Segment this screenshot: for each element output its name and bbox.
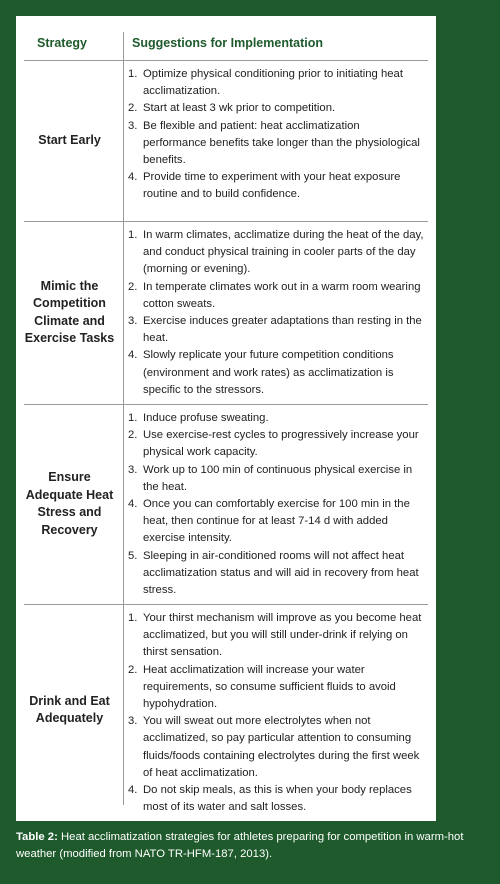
suggestion-list-drink-eat (128, 610, 426, 816)
list-item: 1. Induce profuse sweating. (128, 412, 269, 424)
list-item: 4. Once you can comfortably exercise for 100 min in the heat, then continue for at least 7-14 d with added exercise intensity. (128, 498, 410, 545)
suggestion-list-mimic-competition (128, 227, 426, 399)
list-item: 2. Start at least 3 wk prior to competition. (128, 102, 336, 115)
list-item: 3. You will sweat out more electrolytes when not acclimatized, so pay particular attention to consuming fluids/foods containing electrolytes during the first week of heat acclimatization. (128, 715, 420, 779)
list-item: 3. Be flexible and patient: heat acclimatization performance benefits take longer than the physiological benefits. (128, 119, 420, 167)
column-header-suggestions: Suggestions for Implementation (132, 36, 323, 50)
list-item: 4. Do not skip meals, as this is when your body replaces most of its water and salt losses. (128, 784, 412, 814)
list-item: 1. Your thirst mechanism will improve as you become heat acclimatized, but you will still under-drink if relying on thirst sensation. (128, 612, 422, 659)
strategy-cell-heat-stress-recovery: Ensure Adequate Heat Stress and Recovery (25, 470, 114, 537)
list-item: 5. Sleeping in air-conditioned rooms will not affect heat acclimatization status and will aid in recovery from heat stress. (128, 549, 419, 597)
list-item: 2. Heat acclimatization will increase your water requirements, so consume sufficient fluids to avoid hypohydration. (128, 663, 396, 711)
strategy-cell-drink-eat: Drink and Eat Adequately (29, 693, 110, 725)
suggestion-list-heat-stress-recovery (128, 410, 426, 599)
list-item: 4. Provide time to experiment with your heat exposure routine and to build confidence. (128, 171, 401, 201)
caption-text: Heat acclimatization strategies for athletes preparing for competition in warm-hot weather (modified from NATO TR-HFM-187, 2013). (16, 831, 464, 860)
column-header-strategy: Strategy (36, 36, 88, 50)
list-item: 2. Use exercise-rest cycles to progressively increase your physical work capacity. (128, 429, 419, 459)
list-item: 4. Slowly replicate your future competition conditions (environment and work rates) as acclimatization is specific to the stressors. (128, 349, 394, 396)
strategy-cell-start-early: Start Early (38, 132, 101, 147)
list-item: 3. Exercise induces greater adaptations than resting in the heat. (128, 315, 422, 345)
caption-label: Table 2: (16, 831, 58, 843)
suggestion-list-start-early (128, 66, 426, 204)
column-divider (123, 32, 124, 805)
strategy-cell-mimic-competition: Mimic the Competition Climate and Exercise Tasks (24, 278, 115, 345)
list-item: 1. In warm climates, acclimatize during the heat of the day, and conduct physical training in cooler parts of the day (morning or evening). (128, 229, 424, 276)
strategy-table (16, 16, 436, 821)
list-item: 2. In temperate climates work out in a warm room wearing cotton sweats. (128, 280, 421, 310)
table-caption (16, 829, 486, 863)
list-item: 3. Work up to 100 min of continuous physical exercise in the heat. (128, 463, 413, 493)
list-item: 1. Optimize physical conditioning prior to initiating heat acclimatization. (128, 68, 403, 98)
